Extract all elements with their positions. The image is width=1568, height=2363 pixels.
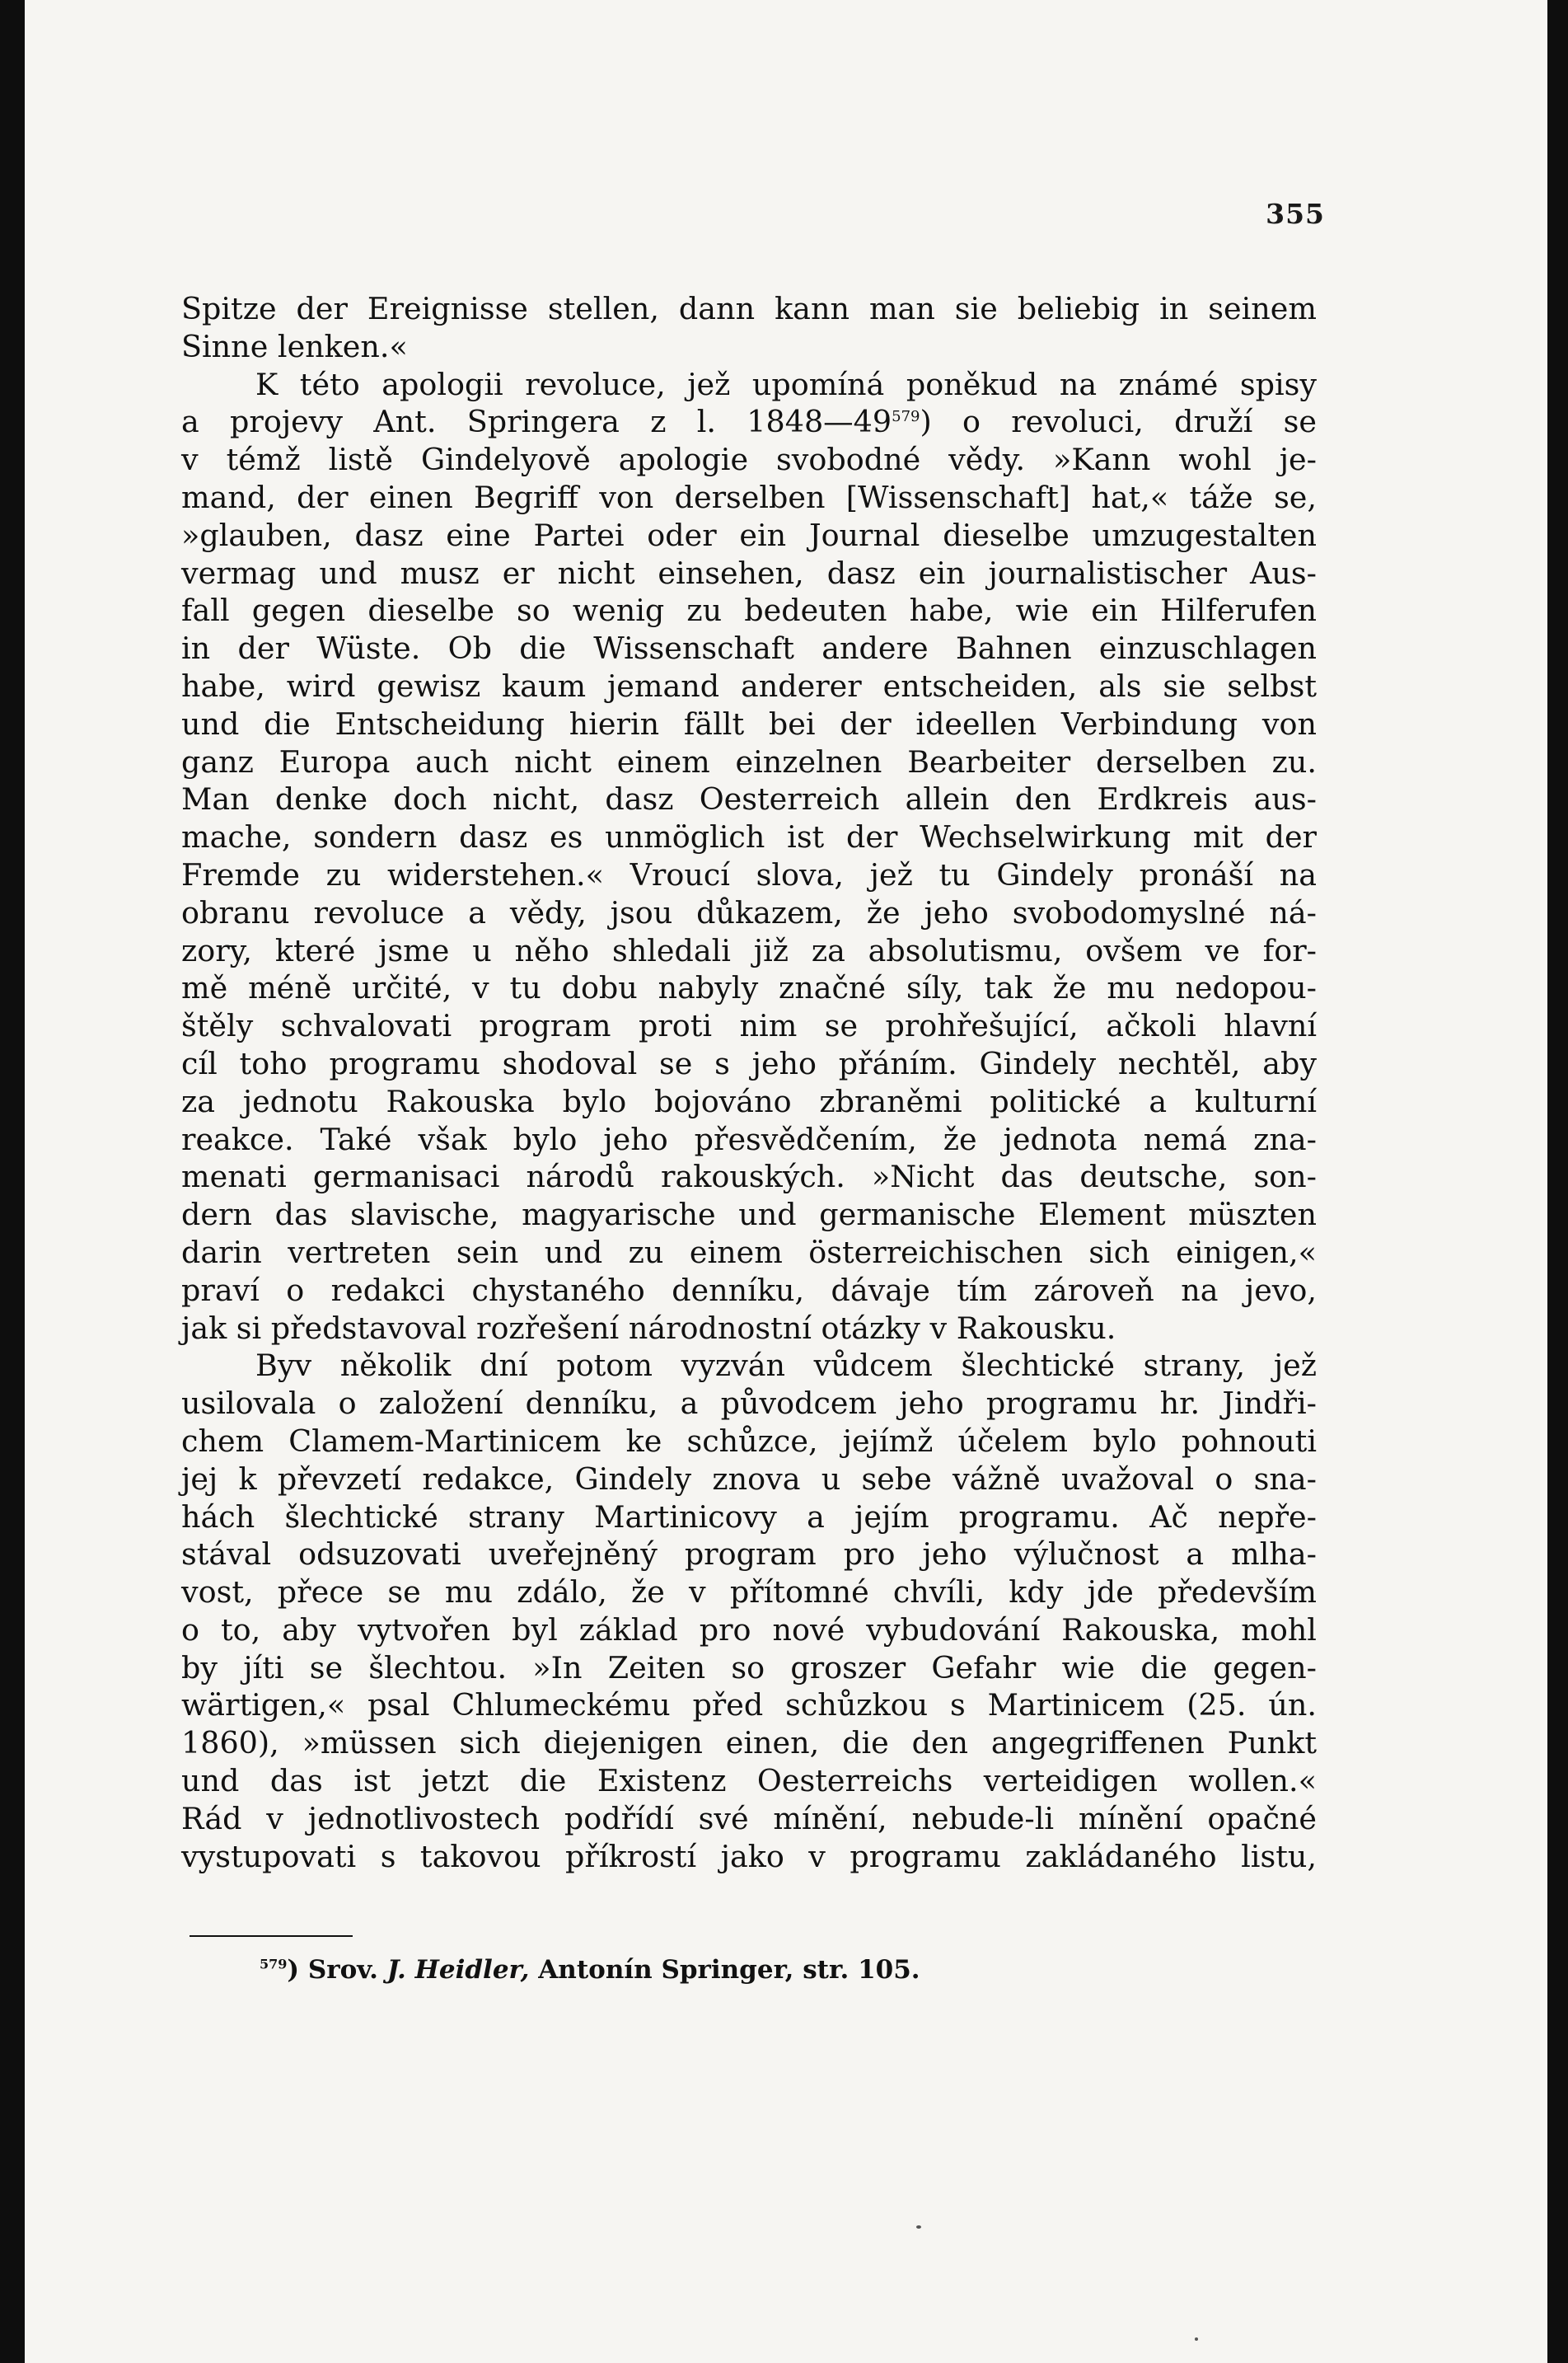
text-line: [181, 517, 1317, 555]
text-line: [181, 1649, 1317, 1687]
text-line-content: in der Wüste. Ob die Wissenschaft andere Bahnen einzuschlagen: [181, 631, 1317, 667]
text-line: [181, 1498, 1317, 1536]
footnote-mark: 579: [260, 1956, 288, 1972]
footnote: [260, 1955, 920, 1985]
text-line-content: zory, které jsme u něho shledali již za absolutismu, ovšem ve for-: [181, 932, 1317, 968]
text-line-content: usilovala o založení denníku, a původcem jeho programu hr. Jindři-: [181, 1385, 1317, 1422]
text-line: [181, 1423, 1317, 1460]
text-line-content: und die Entscheidung hierin fällt bei der ideellen Verbindung von: [181, 706, 1317, 742]
text-line-content: cíl toho programu shodoval se s jeho přáním. Gindely nechtěl, aby: [181, 1045, 1317, 1081]
text-line: [181, 706, 1317, 743]
text-line-content: o to, aby vytvořen byl základ pro nové vybudování Rakouska, mohl: [181, 1611, 1317, 1648]
paper-speck: [916, 2225, 921, 2229]
text-line: [181, 1762, 1317, 1800]
book-page: [25, 0, 1547, 2363]
text-line: [181, 781, 1317, 818]
text-line: [181, 1838, 1317, 1876]
text-line: [181, 1460, 1317, 1498]
text-line: [181, 403, 1317, 441]
text-line: [181, 969, 1317, 1007]
text-line-content: mand, der einen Begriff von derselben [Wissenschaft] hat,« táže se,: [181, 479, 1317, 515]
text-line: [181, 1196, 1317, 1234]
page-number: 355: [1266, 198, 1325, 230]
text-line-content: vost, přece se mu zdálo, že v přítomné chvíli, kdy jde především: [181, 1574, 1317, 1610]
text-line: [181, 932, 1317, 970]
text-line: [181, 630, 1317, 668]
text-line: [181, 1272, 1317, 1310]
text-line-content: jak si představoval rozřešení národnostní otázky v Rakousku.: [181, 1310, 1116, 1346]
text-line-content: menati germanisaci národů rakouských. »Nicht das deutsche, son-: [181, 1159, 1317, 1195]
text-line: [181, 1234, 1317, 1272]
text-line-content: und das ist jetzt die Existenz Oesterreichs verteidigen wollen.«: [181, 1763, 1317, 1799]
text-line: [181, 592, 1317, 630]
text-line-content: chem Clamem-Martinicem ke schůzce, jejímž účelem bylo pohnouti: [181, 1423, 1317, 1459]
text-line: [181, 818, 1317, 856]
text-line: [181, 1045, 1317, 1083]
text-line-content: mě méně určité, v tu dobu nabyly značné síly, tak že mu nedopou-: [181, 970, 1317, 1006]
text-line: [181, 1686, 1317, 1724]
text-line-content: Rád v jednotlivostech podřídí své mínění, nebude-li mínění opačné: [181, 1800, 1317, 1836]
text-line: [181, 1535, 1317, 1573]
text-line: [181, 366, 1317, 404]
text-line: [181, 1083, 1317, 1121]
text-line-content: 1860), »müssen sich diejenigen einen, die den angegriffenen Punkt: [181, 1725, 1317, 1761]
text-line: [181, 1611, 1317, 1649]
footnote-reference: 579: [892, 408, 920, 426]
text-line: [181, 1158, 1317, 1196]
text-line: [181, 1347, 1317, 1385]
text-line-content: habe, wird gewisz kaum jemand anderer entscheiden, als sie selbst: [181, 668, 1317, 704]
text-line-content: mache, sondern dasz es unmöglich ist der Wechselwirkung mit der: [181, 819, 1317, 856]
footnote-author: J. Heidler,: [386, 1955, 530, 1985]
text-line-content: »glauben, dasz eine Partei oder ein Journal dieselbe umzugestalten: [181, 517, 1317, 553]
text-line-content: reakce. Také však bylo jeho přesvědčením, že jednota nemá zna-: [181, 1121, 1317, 1157]
text-line-content: ganz Europa auch nicht einem einzelnen Bearbeiter derselben zu.: [181, 743, 1317, 780]
text-line: [181, 1385, 1317, 1423]
paper-speck: [1195, 2337, 1198, 2341]
text-line: [181, 743, 1317, 781]
text-line: [181, 1800, 1317, 1838]
text-line-content: vermag und musz er nicht einsehen, dasz ein journalistischer Aus-: [181, 555, 1317, 591]
text-line-content: obranu revoluce a vědy, jsou důkazem, že jeho svobodomyslné ná-: [181, 894, 1317, 931]
text-line-continuation: ) o revoluci, druží se: [920, 404, 1317, 440]
text-line-content: Sinne lenken.«: [181, 328, 408, 364]
footnote-rule: [190, 1935, 353, 1937]
text-line: [181, 290, 1317, 328]
text-line-content: jej k převzetí redakce, Gindely znova u sebe vážně uvažoval o sna-: [181, 1460, 1317, 1497]
text-line-content: darin vertreten sein und zu einem österreichischen sich einigen,«: [181, 1234, 1317, 1270]
text-line: [181, 328, 1317, 366]
text-line-content: by jíti se šlechtou. »In Zeiten so groszer Gefahr wie die gegen-: [181, 1649, 1317, 1686]
body-text: [181, 290, 1317, 1875]
text-line-content: fall gegen dieselbe so wenig zu bedeuten habe, wie ein Hilferufen: [181, 593, 1317, 629]
text-line-content: wärtigen,« psal Chlumeckému před schůzkou s Martinicem (25. ún.: [181, 1687, 1317, 1723]
text-line: [181, 1310, 1317, 1348]
text-line: [181, 668, 1317, 706]
text-line-content: dern das slavische, magyarische und germanische Element müszten: [181, 1197, 1317, 1233]
text-line-content: praví o redakci chystaného denníku, dávaje tím zároveň na jevo,: [181, 1272, 1317, 1308]
text-line-content: K této apologii revoluce, jež upomíná poněkud na známé spisy: [255, 366, 1317, 402]
text-line-content: v témž listě Gindelyově apologie svobodné vědy. »Kann wohl je-: [181, 442, 1317, 478]
footnote-source: Antonín Springer, str. 105.: [529, 1955, 920, 1985]
text-line-content: stával odsuzovati uveřejněný program pro jeho výlučnost a mlha-: [181, 1536, 1317, 1573]
text-line: [181, 479, 1317, 517]
footnote-prefix: ) Srov.: [287, 1955, 387, 1985]
text-line: [181, 894, 1317, 932]
text-line-content: Byv několik dní potom vyzván vůdcem šlechtické strany, jež: [255, 1348, 1317, 1384]
text-line: [181, 1007, 1317, 1045]
text-line-content: Fremde zu widerstehen.« Vroucí slova, jež tu Gindely pronáší na: [181, 856, 1317, 893]
text-line-content: štěly schvalovati program proti nim se prohřešující, ačkoli hlavní: [181, 1008, 1317, 1044]
text-line-content: Man denke doch nicht, dasz Oesterreich allein den Erdkreis aus-: [181, 781, 1317, 818]
text-line-content: hách šlechtické strany Martinicovy a jejím programu. Ač nepře-: [181, 1498, 1317, 1535]
text-line: [181, 555, 1317, 593]
text-line-content: vystupovati s takovou příkrostí jako v programu zakládaného listu,: [181, 1838, 1317, 1874]
text-line: [181, 441, 1317, 479]
text-line: [181, 1121, 1317, 1159]
text-line-content: Spitze der Ereignisse stellen, dann kann man sie beliebig in seinem: [181, 291, 1317, 326]
text-line: [181, 1573, 1317, 1611]
text-line: [181, 1724, 1317, 1762]
text-line: [181, 856, 1317, 894]
text-line-content: za jednotu Rakouska bylo bojováno zbraněmi politické a kulturní: [181, 1083, 1317, 1119]
text-line-content: a projevy Ant. Springera z l. 1848—49: [181, 404, 892, 440]
